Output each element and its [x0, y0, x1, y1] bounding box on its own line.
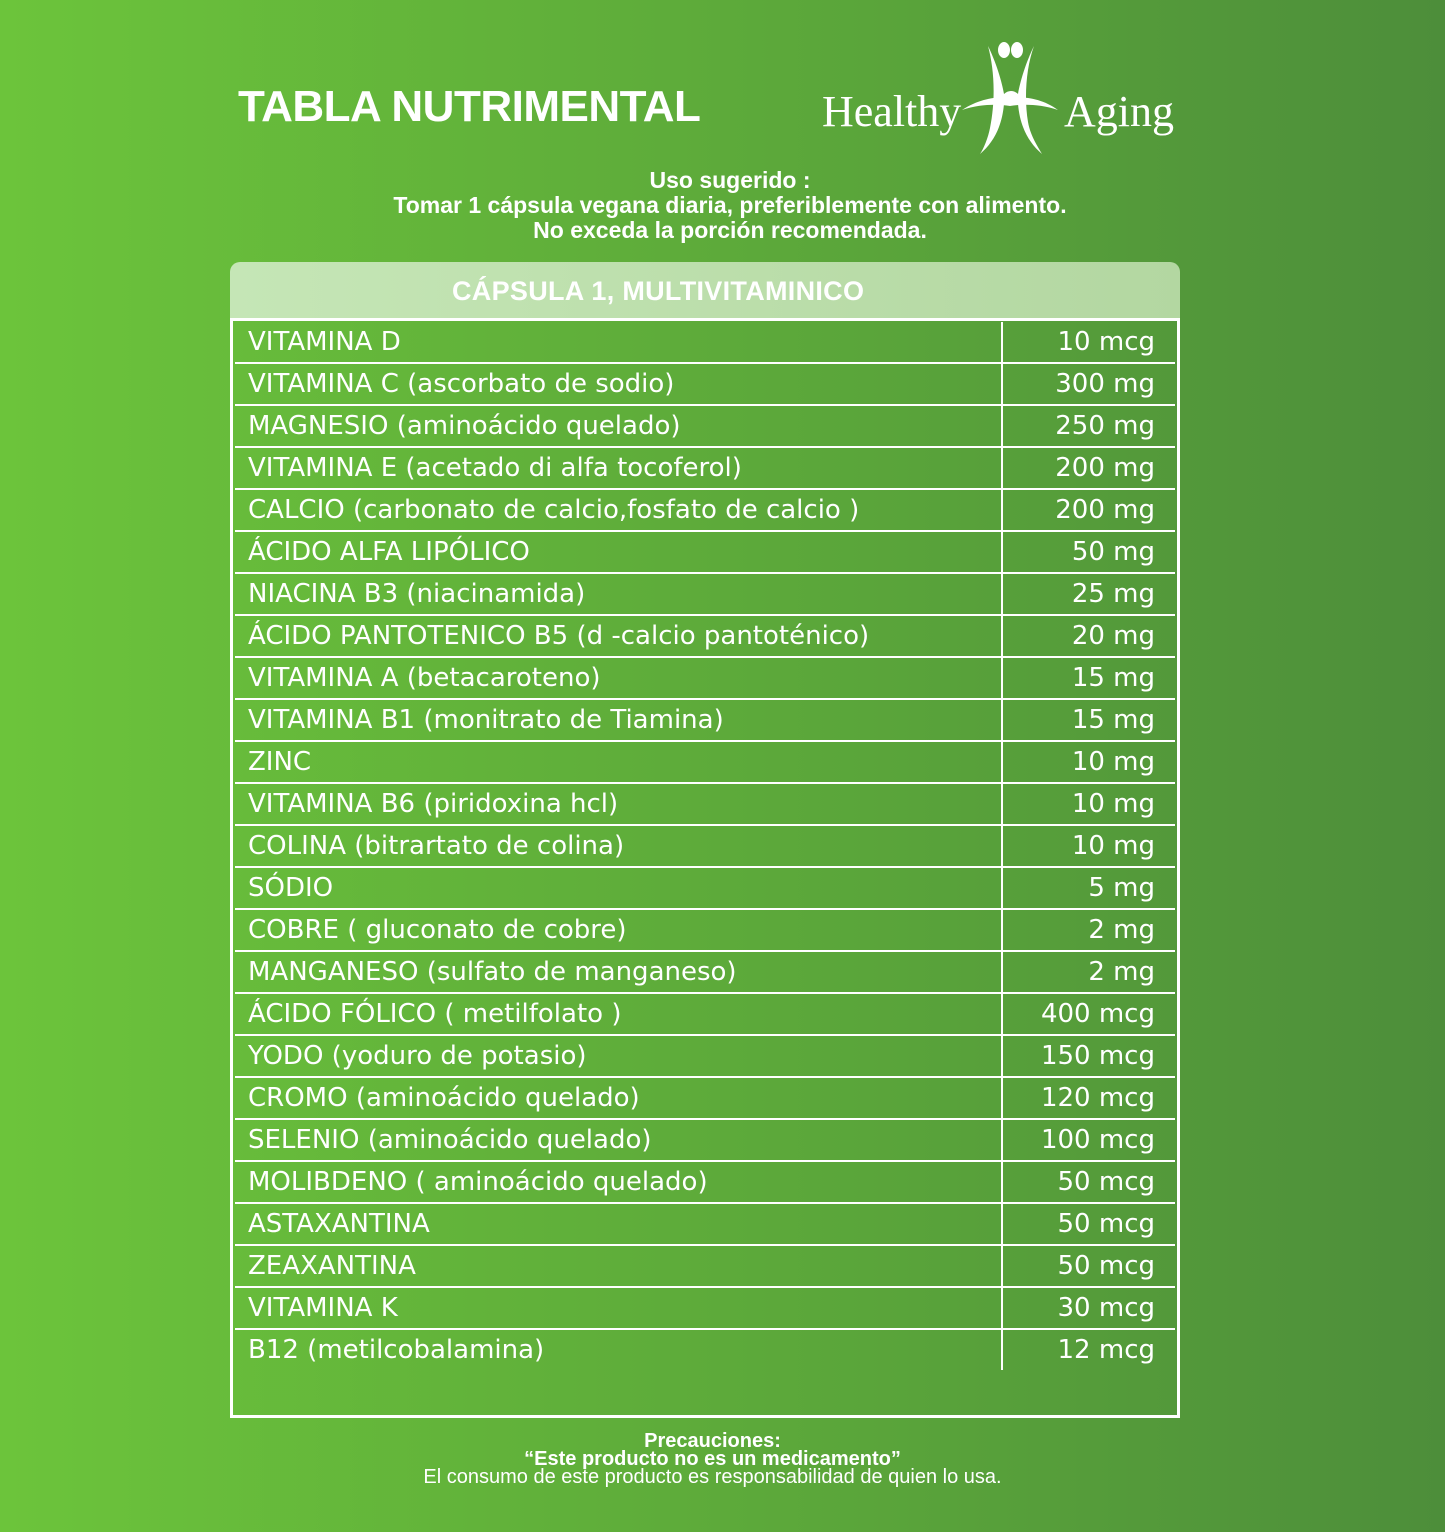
table-row [235, 657, 1175, 699]
nutrient-amount: 120 mcg [1002, 1077, 1175, 1119]
nutrient-name: NIACINA B3 (niacinamida) [235, 573, 1002, 615]
nutrient-amount: 15 mg [1002, 657, 1175, 699]
nutrient-amount: 50 mcg [1002, 1245, 1175, 1287]
nutrient-amount: 15 mg [1002, 699, 1175, 741]
nutrient-amount: 250 mg [1002, 405, 1175, 447]
healthy-aging-logo [822, 38, 1182, 158]
table-row [235, 1203, 1175, 1245]
table-row [235, 741, 1175, 783]
usage-section [230, 168, 1230, 243]
usage-line-2: No exceda la porción recomendada. [533, 217, 927, 243]
nutrient-amount: 12 mcg [1002, 1329, 1175, 1370]
nutrient-name: CROMO (aminoácido quelado) [235, 1077, 1002, 1119]
nutrient-amount: 100 mcg [1002, 1119, 1175, 1161]
table-row [235, 867, 1175, 909]
precautions-quote: “Este producto no es un medicamento” [524, 1448, 901, 1470]
nutrient-name: MOLIBDENO ( aminoácido quelado) [235, 1161, 1002, 1203]
logo-word-aging: Aging [1064, 87, 1174, 136]
nutrient-name: VITAMINA C (ascorbato de sodio) [235, 363, 1002, 405]
table-row [235, 993, 1175, 1035]
nutrient-amount: 10 mg [1002, 783, 1175, 825]
table-row [235, 531, 1175, 573]
page-title: TABLA NUTRIMENTAL [238, 82, 701, 131]
usage-heading: Uso sugerido : [649, 167, 811, 193]
nutrient-name: CALCIO (carbonato de calcio,fosfato de calcio ) [235, 489, 1002, 531]
nutrition-table [235, 322, 1175, 1370]
usage-line-1: Tomar 1 cápsula vegana diaria, preferiblemente con alimento. [393, 192, 1067, 218]
table-row [235, 1329, 1175, 1370]
precautions-section [230, 1432, 1195, 1486]
nutrient-amount: 400 mcg [1002, 993, 1175, 1035]
nutrient-amount: 30 mcg [1002, 1287, 1175, 1329]
nutrient-name: ÁCIDO ALFA LIPÓLICO [235, 531, 1002, 573]
nutrient-amount: 10 mcg [1002, 322, 1175, 363]
nutrient-name: SÓDIO [235, 867, 1002, 909]
nutrient-name: SELENIO (aminoácido quelado) [235, 1119, 1002, 1161]
precautions-note: El consumo de este producto es responsabilidad de quien lo usa. [423, 1466, 1002, 1488]
nutrient-name: VITAMINA E (acetado di alfa tocoferol) [235, 447, 1002, 489]
nutrient-name: ZINC [235, 741, 1002, 783]
nutrient-name: ÁCIDO PANTOTENICO B5 (d -calcio pantoténico) [235, 615, 1002, 657]
nutrient-name: VITAMINA B1 (monitrato de Tiamina) [235, 699, 1002, 741]
nutrient-name: MANGANESO (sulfato de manganeso) [235, 951, 1002, 993]
nutrient-amount: 150 mcg [1002, 1035, 1175, 1077]
nutrient-amount: 300 mg [1002, 363, 1175, 405]
table-row [235, 447, 1175, 489]
nutrient-amount: 50 mg [1002, 531, 1175, 573]
precautions-heading: Precauciones: [644, 1430, 781, 1452]
table-row [235, 615, 1175, 657]
nutrient-amount: 25 mg [1002, 573, 1175, 615]
nutrient-amount: 10 mg [1002, 741, 1175, 783]
table-row [235, 1287, 1175, 1329]
nutrient-name: VITAMINA K [235, 1287, 1002, 1329]
table-row [235, 322, 1175, 363]
table-row [235, 1119, 1175, 1161]
table-row [235, 699, 1175, 741]
nutrient-amount: 50 mcg [1002, 1161, 1175, 1203]
nutrient-name: VITAMINA D [235, 322, 1002, 363]
table-row [235, 1035, 1175, 1077]
nutrient-name: VITAMINA B6 (piridoxina hcl) [235, 783, 1002, 825]
logo-word-healthy: Healthy [822, 87, 962, 136]
table-row [235, 1077, 1175, 1119]
table-row [235, 825, 1175, 867]
nutrient-name: B12 (metilcobalamina) [235, 1329, 1002, 1370]
nutrient-name: YODO (yoduro de potasio) [235, 1035, 1002, 1077]
table-row [235, 405, 1175, 447]
table-row [235, 1245, 1175, 1287]
logo-figure-icon [960, 38, 1060, 158]
nutrient-amount: 200 mg [1002, 489, 1175, 531]
nutrient-name: MAGNESIO (aminoácido quelado) [235, 405, 1002, 447]
table-row [235, 489, 1175, 531]
table-row [235, 363, 1175, 405]
table-row [235, 909, 1175, 951]
nutrient-amount: 5 mg [1002, 867, 1175, 909]
nutrient-name: ZEAXANTINA [235, 1245, 1002, 1287]
table-row [235, 573, 1175, 615]
capsule-header: CÁPSULA 1, MULTIVITAMINICO [230, 262, 1180, 318]
nutrient-amount: 50 mcg [1002, 1203, 1175, 1245]
nutrient-amount: 200 mg [1002, 447, 1175, 489]
nutrient-amount: 2 mg [1002, 951, 1175, 993]
nutrient-name: COBRE ( gluconato de cobre) [235, 909, 1002, 951]
nutrient-name: ASTAXANTINA [235, 1203, 1002, 1245]
table-row [235, 951, 1175, 993]
nutrient-amount: 20 mg [1002, 615, 1175, 657]
nutrient-name: ÁCIDO FÓLICO ( metilfolato ) [235, 993, 1002, 1035]
table-row [235, 1161, 1175, 1203]
nutrient-amount: 2 mg [1002, 909, 1175, 951]
table-row [235, 783, 1175, 825]
nutrient-name: VITAMINA A (betacaroteno) [235, 657, 1002, 699]
nutrient-name: COLINA (bitrartato de colina) [235, 825, 1002, 867]
nutrient-amount: 10 mg [1002, 825, 1175, 867]
